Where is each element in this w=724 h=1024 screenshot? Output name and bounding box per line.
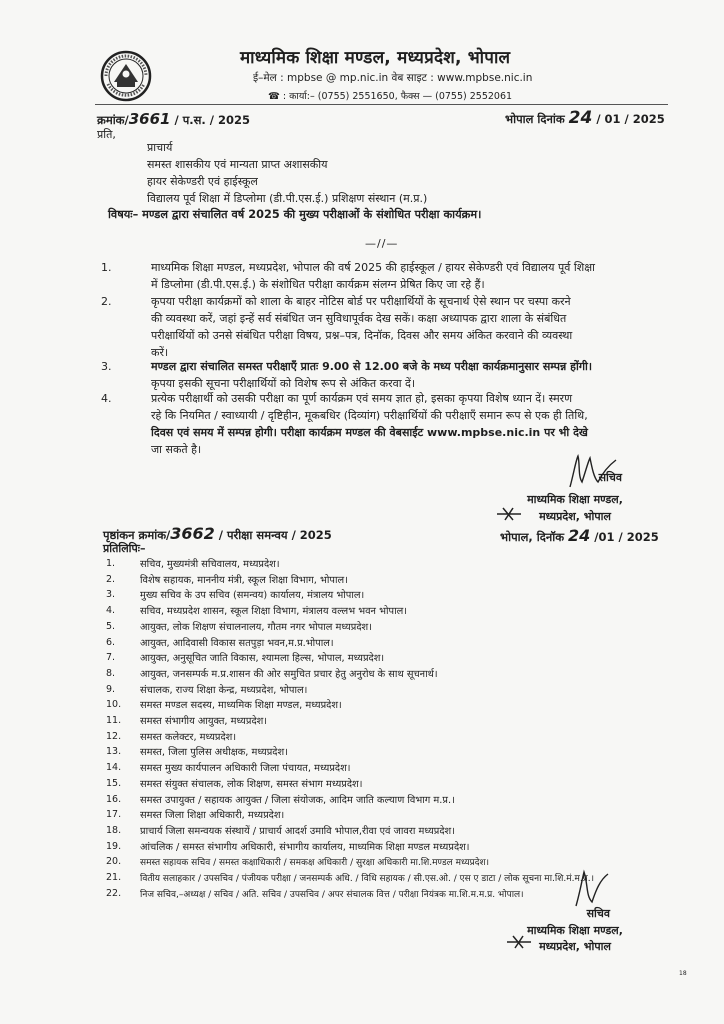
point-line: दिवस एवं समय में सम्पन्न होगी। परीक्षा कार्यक्रम मण्डल की वेबसाईट www.mpbse.nic.in पर भी देखे xyxy=(151,426,588,439)
sig1-org: माध्यमिक शिक्षा मण्डल, xyxy=(527,493,623,506)
initial-mark xyxy=(495,506,523,522)
copy-item: सचिव, मध्यप्रदेश शासन, स्कूल शिक्षा विभाग, मंत्रालय वल्लभ भवन भोपाल। xyxy=(140,606,407,618)
initial-mark xyxy=(505,934,533,950)
board-logo xyxy=(100,50,152,102)
date-suffix: / 01 / 2025 xyxy=(592,112,665,126)
prati-label: प्रति, xyxy=(97,128,116,141)
copy-item-number: 14. xyxy=(106,762,122,774)
address-line: विद्यालय पूर्व शिक्षा में डिप्लोमा (डी.पी.एस.ई.) प्रशिक्षण संस्थान (म.प्र.) xyxy=(147,192,428,205)
copy-item: प्राचार्य जिला समन्वयक संस्थायें / प्राचार्य आदर्श उमावि भोपाल,रीवा एवं जावरा मध्यप्रदेश। xyxy=(140,825,455,837)
copy-date-suffix: /01 / 2025 xyxy=(590,530,659,544)
copy-item: संचालक, राज्य शिक्षा केन्द्र, मध्यप्रदेश, भोपाल। xyxy=(140,684,308,696)
sig1-title: सचिव xyxy=(598,471,622,484)
copy-item-number: 17. xyxy=(106,809,122,821)
copy-item: वितीय सलाहकार / उपसचिव / पंजीयक परीक्षा / जनसम्पर्क अधि. / विधि सहायक / सी.एस.ओ. / एस ए डाटा / लोक सूचना मा.शि.मं.म.प्र.। xyxy=(140,874,595,884)
point-line: करें। xyxy=(151,346,169,359)
letter-date xyxy=(505,108,665,128)
ref-prefix: क्रमांक/ xyxy=(97,113,129,127)
address-line: हायर सेकेण्डरी एवं हाईस्कूल xyxy=(147,175,258,188)
point-line: परीक्षार्थियों को उनसे संबंधित परीक्षा विषय, प्रश्न–पत्र, दिनॉक, दिवस और समय अंकित करवाने की व्यवस्था xyxy=(151,329,573,342)
copy-item: समस्त कलेक्टर, मध्यप्रदेश। xyxy=(140,731,237,743)
point-line: माध्यमिक शिक्षा मण्डल, मध्यप्रदेश, भोपाल की वर्ष 2025 की हाईस्कूल / हायर सेकेण्डरी एवं विद्यालय पूर्व शिक्षा xyxy=(151,261,595,274)
sig2-title: सचिव xyxy=(586,907,610,920)
copy-number-handwritten: 3662 xyxy=(170,524,215,543)
ref-number-handwritten: 3661 xyxy=(128,110,171,128)
address-line: प्राचार्य xyxy=(147,141,173,154)
copy-item: मुख्य सचिव के उप सचिव (समन्वय) कार्यालय, मंत्रालय भोपाल। xyxy=(140,590,365,602)
copy-item-number: 12. xyxy=(106,730,122,742)
copy-item: समस्त उपायुक्त / सहायक आयुक्त / जिला संयोजक, आदिम जाति कल्याण विभाग म.प्र.। xyxy=(140,794,455,806)
copy-item-number: 20. xyxy=(106,856,122,868)
copy-item: आयुक्त, आदिवासी विकास सतपुड़ा भवन,म.प्र.भोपाल। xyxy=(140,637,334,649)
subject-line: विषयः– मण्डल द्वारा संचालित वर्ष 2025 की मुख्य परीक्षाओं के संशोधित परीक्षा कार्यक्रम। xyxy=(108,208,482,221)
sig2-org: माध्यमिक शिक्षा मण्डल, xyxy=(527,924,623,937)
copy-item: विशेष सहायक, माननीय मंत्री, स्कूल शिक्षा विभाग, भोपाल। xyxy=(140,574,348,586)
copy-item: समस्त जिला शिक्षा अधिकारी, मध्यप्रदेश। xyxy=(140,810,285,822)
copy-item: समस्त सहायक सचिव / समस्त कक्षाधिकारी / समकक्ष अधिकारी / सुरक्षा अधिकारी मा.शि.मण्डल मध्यप्रदेश। xyxy=(140,858,490,869)
copy-item-number: 2. xyxy=(106,573,116,585)
copy-item-number: 21. xyxy=(106,872,122,883)
point-line: कृपया परीक्षा कार्यक्रमों को शाला के बाहर नोटिस बोर्ड पर परीक्षार्थियों के सूचनार्थ ऐसे स्थान पर चस्पा करने xyxy=(151,295,571,308)
copy-item-number: 5. xyxy=(106,620,116,632)
separator: —//— xyxy=(365,237,399,250)
copy-item: आयुक्त, जनसम्पर्क म.प्र.शासन की ओर समुचित प्रचार हेतु अनुरोध के साथ सूचनार्थ। xyxy=(140,668,438,680)
copy-item: समस्त मुख्य कार्यपालन अधिकारी जिला पंचायत, मध्यप्रदेश। xyxy=(140,763,351,775)
point-text xyxy=(151,358,671,392)
point-text xyxy=(151,390,671,458)
point-number: 3. xyxy=(101,360,112,373)
copy-item-number: 22. xyxy=(106,887,122,899)
point-text xyxy=(151,293,671,361)
copy-suffix: / परीक्षा समन्वय / 2025 xyxy=(214,528,332,542)
point-line: रहे कि नियमित / स्वाध्यायी / दृष्टिहीन, मूकबधिर (दिव्यांग) परीक्षार्थियों की परीक्षाएँ समान रूप से एक ही तिथि, xyxy=(151,409,588,422)
copy-item-number: 19. xyxy=(106,840,122,852)
reference-number xyxy=(97,110,250,128)
sig1-place: मध्यप्रदेश, भोपाल xyxy=(539,510,611,523)
copy-prefix: पृष्ठांकन क्रमांक/ xyxy=(103,528,171,542)
copy-item-number: 16. xyxy=(106,793,122,805)
copy-item: आयुक्त, लोक शिक्षण संचालनालय, गौतम नगर भोपाल मध्यप्रदेश। xyxy=(140,621,372,633)
copy-item-number: 4. xyxy=(106,605,116,617)
copy-item-number: 15. xyxy=(106,777,122,789)
copy-item-number: 6. xyxy=(106,636,116,648)
point-text xyxy=(151,259,671,293)
handwritten-signature xyxy=(570,868,614,910)
date-day-handwritten: 24 xyxy=(568,108,593,128)
copy-item: आयुक्त, अनुसूचित जाति विकास, श्यामला हिल्स, भोपाल, मध्यप्रदेश। xyxy=(140,653,385,665)
copy-item-number: 3. xyxy=(106,589,116,601)
point-line: प्रत्येक परीक्षार्थी को उसकी परीक्षा का पूर्ण कार्यक्रम एवं समय ज्ञात हो, इसका कृपया विशेष ध्यान दें। स्मरण xyxy=(151,392,573,405)
ref-suffix: / प.स. / 2025 xyxy=(170,113,250,127)
copy-item: समस्त, जिला पुलिस अधीक्षक, मध्यप्रदेश। xyxy=(140,747,288,759)
copy-item-number: 11. xyxy=(106,715,122,726)
header-rule xyxy=(95,104,668,105)
copy-item-number: 13. xyxy=(106,746,122,758)
copy-date xyxy=(500,526,659,545)
copy-item-number: 18. xyxy=(106,824,122,836)
copy-item: समस्त संयुक्त संचालक, लोक शिक्षण, समस्त संभाग मध्यप्रदेश। xyxy=(140,778,363,790)
point-line: मण्डल द्वारा संचालित समस्त परीक्षाएँ प्रातः 9.00 से 12.00 बजे के मध्य परीक्षा कार्यक्रमानुसार सम्पन्न होंगी। xyxy=(151,360,593,373)
copy-item-number: 7. xyxy=(106,652,116,664)
copy-date-day-handwritten: 24 xyxy=(568,526,591,545)
sig2-place: मध्यप्रदेश, भोपाल xyxy=(539,940,611,953)
point-line: में डिप्लोमा (डी.पी.एस.ई.) के संशोधित परीक्षा कार्यक्रम संलग्न प्रेषित किए जा रहे हैं। xyxy=(151,278,485,291)
point-line: की व्यवस्था करें, जहां इन्हें सर्व संबंधित जन सुविधापूर्वक देख सकें। कक्षा अध्यापक द्वारा शाला के संबंधित xyxy=(151,312,567,325)
org-title: माध्यमिक शिक्षा मण्डल, मध्यप्रदेश, भोपाल xyxy=(240,48,511,68)
copy-item-number: 9. xyxy=(106,683,116,695)
page-number: 18 xyxy=(679,970,687,977)
copy-item-number: 10. xyxy=(106,699,122,711)
contact-email-web: ई–मेल : mpbse @ mp.nic.in वेब साइट : www.mpbse.nic.in xyxy=(253,72,533,84)
copy-item: आंचलिक / समस्त संभागीय अधिकारी, संभागीय कार्यालय, माध्यमिक शिक्षा मण्डल मध्यप्रदेश। xyxy=(140,841,470,853)
point-line: कृपया इसकी सूचना परीक्षार्थियों को विशेष रूप से अंकित करवा दें। xyxy=(151,377,416,390)
copy-item: निज सचिव,–अध्यक्ष / सचिव / अति. सचिव / उपसचिव / अपर संचालक वित्त / परीक्षा नियंत्रक मा.शि.म.म.प्र. भोपाल। xyxy=(140,889,524,900)
copy-date-prefix: भोपाल, दिनॉक xyxy=(500,530,569,544)
copy-item-number: 1. xyxy=(106,558,116,569)
point-number: 4. xyxy=(101,392,112,405)
copy-item: सचिव, मुख्यमंत्री सचिवालय, मध्यप्रदेश। xyxy=(140,559,280,570)
copy-item: समस्त मण्डल सदस्य, माध्यमिक शिक्षा मण्डल, मध्यप्रदेश। xyxy=(140,700,342,712)
copy-item-number: 8. xyxy=(106,667,116,679)
pratilipi-label: प्रतिलिपिः– xyxy=(103,542,146,555)
copy-item: समस्त संभागीय आयुक्त, मध्यप्रदेश। xyxy=(140,716,268,727)
contact-phone-fax: ☎ : कार्या:– (0755) 2551650, फैक्स — (0755) 2552061 xyxy=(268,91,513,102)
point-line: जा सकते है। xyxy=(151,443,202,456)
date-prefix: भोपाल दिनांक xyxy=(505,112,569,126)
point-number: 2. xyxy=(101,295,112,308)
address-line: समस्त शासकीय एवं मान्यता प्राप्त अशासकीय xyxy=(147,158,328,171)
point-number: 1. xyxy=(101,261,112,274)
